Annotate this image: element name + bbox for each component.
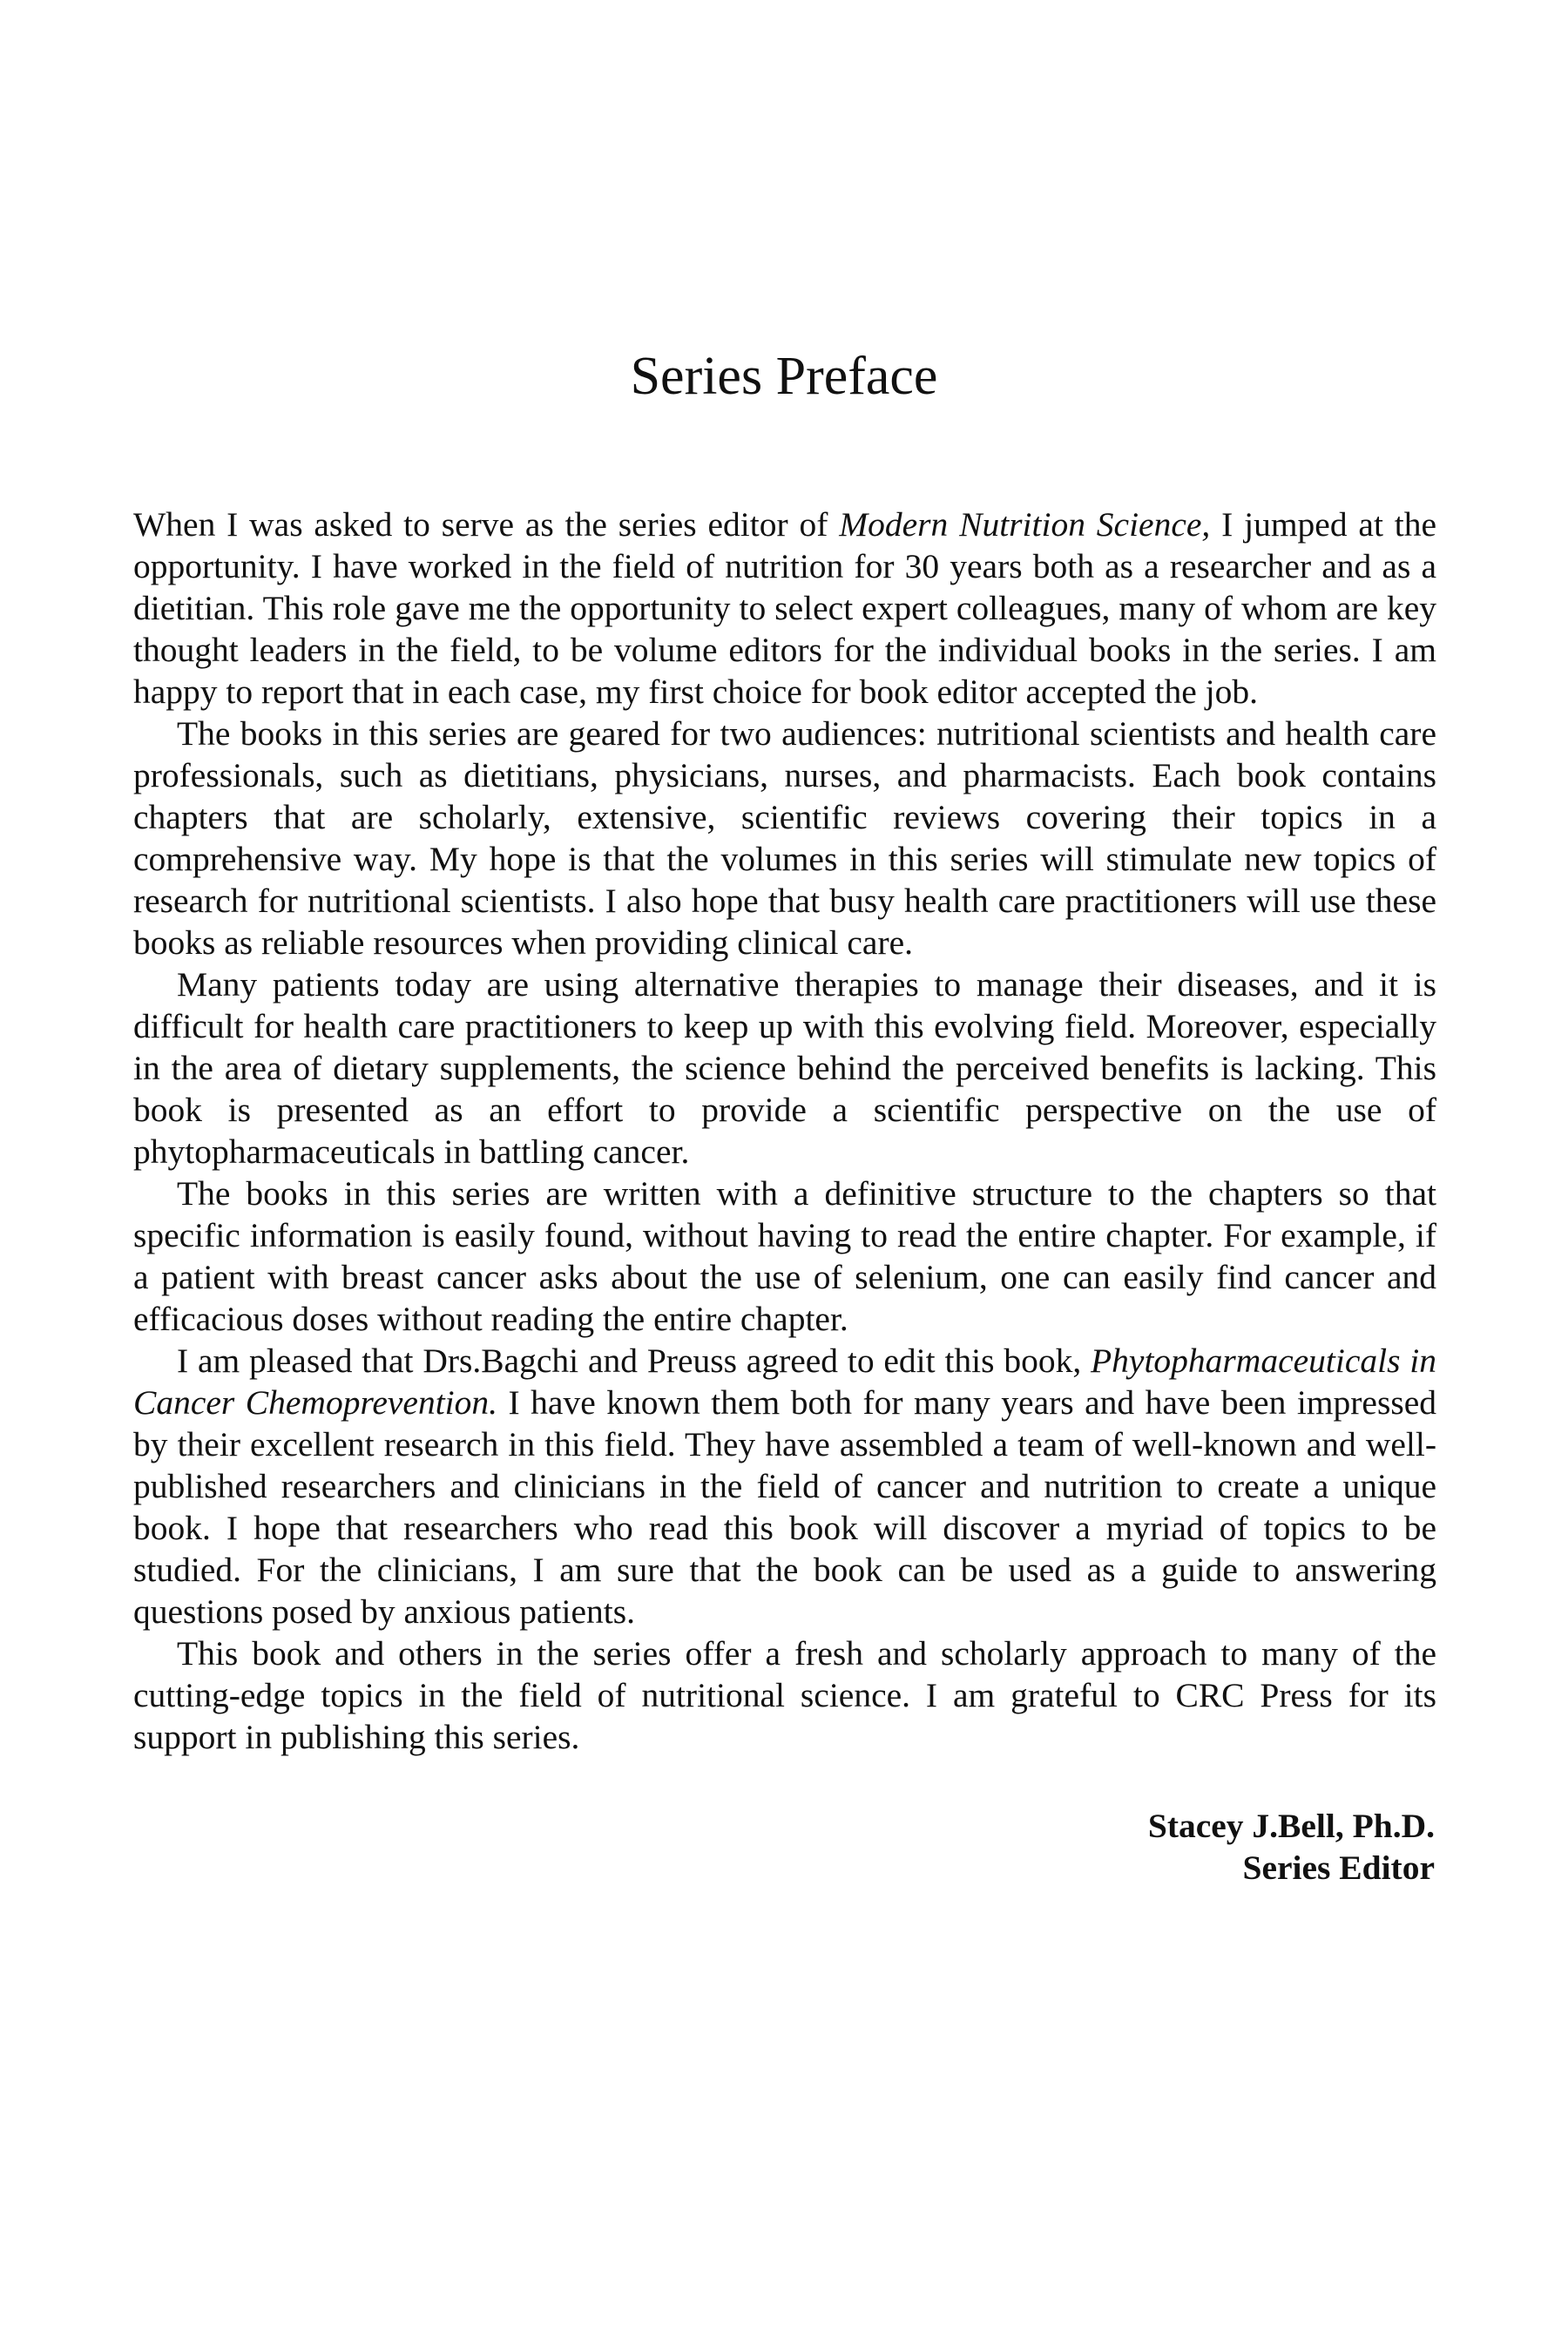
series-title-italic: Modern Nutrition Science,: [839, 505, 1211, 544]
paragraph-5-text-after: I have known them both for many years and have been impressed by their excellent research in this field. They have assembled a team of well-known and well-published researchers and clinicians in the field of cancer and nutrition to create a unique book. I hope that researchers who read this book will discover a myriad of topics to be studied. For the clinicians, I am sure that the book can be used as a guide to answering questions posed by anxious patients.: [133, 1383, 1436, 1631]
paragraph-1-text-after: I jumped at the opportunity. I have worked in the field of nutrition for 30 years both as a researcher and as a dietitian. This role gave me the opportunity to select expert colleagues, many of whom are key thought leaders in the field, to be volume editors for the individual books in the series. I am happy to report that in each case, my first choice for book editor accepted the job.: [133, 505, 1437, 711]
signature-block: [1148, 1805, 1435, 1889]
paragraph-6: This book and others in the series offer a fresh and scholarly approach to many of the cutting-edge topics in the field of nutritional science. I am grateful to CRC Press for its support in publishing this series.: [133, 1634, 1436, 1756]
signature-role: Series Editor: [1242, 1848, 1435, 1887]
book-title-italic: Phytopharmaceuticals in Cancer Chemoprevention.: [133, 1342, 1436, 1422]
paragraph-1-text-before: When I was asked to serve as the series editor of: [133, 505, 840, 544]
preface-body: [133, 504, 1436, 1758]
paragraph-5-text-before: I am pleased that Drs.Bagchi and Preuss agreed to edit this book,: [177, 1342, 1092, 1380]
paragraph-3: Many patients today are using alternative therapies to manage their diseases, and it is difficult for health care practitioners to keep up with this evolving field. Moreover, especially in the area of dietary supplements, the science behind the perceived benefits is lacking. This book is presented as an effort to provide a scientific perspective on the use of phytopharmaceuticals in battling cancer.: [133, 965, 1436, 1171]
paragraph-1: [133, 504, 1436, 713]
page-title: Series Preface: [630, 347, 938, 406]
paragraph-5: [133, 1340, 1436, 1632]
paragraph-4: The books in this series are written with a definitive structure to the chapters so that specific information is easily found, without having to read the entire chapter. For example, if a patient with breast cancer asks about the use of selenium, one can easily find cancer and efficacious doses without reading the entire chapter.: [133, 1174, 1436, 1338]
signature-name: Stacey J.Bell, Ph.D.: [1147, 1807, 1435, 1845]
paragraph-2: The books in this series are geared for two audiences: nutritional scientists and health care professionals, such as dietitians, physicians, nurses, and pharmacists. Each book contains chapters that are scholarly, extensive, scientific reviews covering their topics in a comprehensive way. My hope is that the volumes in this series will stimulate new topics of research for nutritional scientists. I also hope that busy health care practitioners will use these books as reliable resources when providing clinical care.: [133, 714, 1436, 962]
